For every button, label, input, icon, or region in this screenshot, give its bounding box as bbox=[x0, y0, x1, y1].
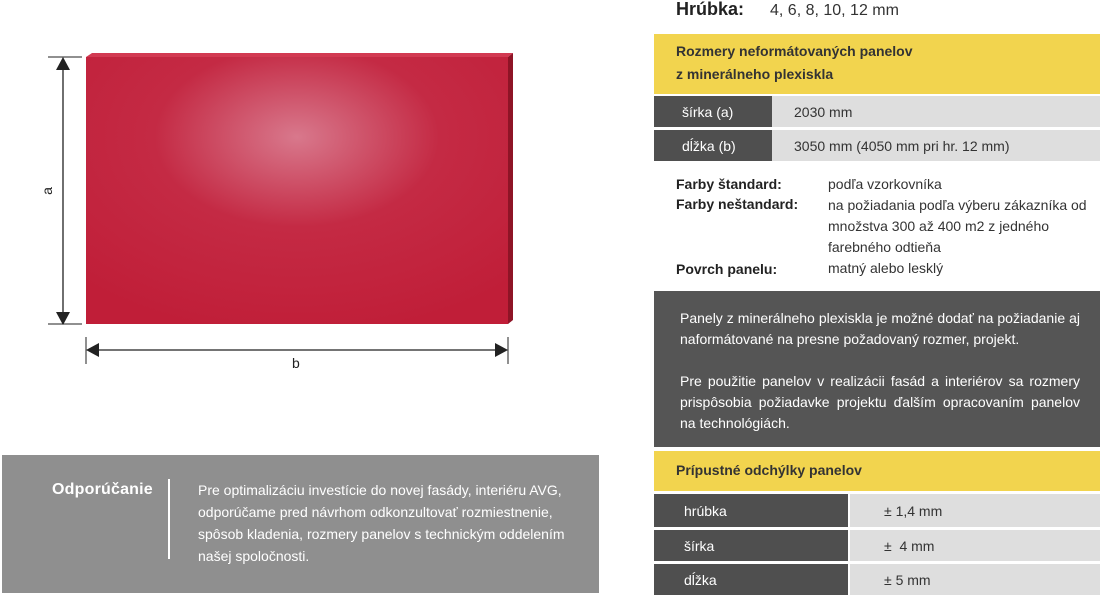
info-paragraph-2: Pre použitie panelov v realizácii fasád a interiérov sa rozmery prispôsobia požiadavke projektu ďalším opracovaním panelov na technológiách. bbox=[680, 373, 1080, 431]
tolerance-key-thickness: hrúbka bbox=[654, 494, 848, 527]
dimension-row-width bbox=[654, 96, 1100, 127]
dimension-a-label: a bbox=[38, 187, 55, 195]
surface-label: Povrch panelu: bbox=[676, 261, 778, 277]
tolerance-value-width: ± 4 mm bbox=[850, 530, 1100, 561]
tolerance-key-length: dĺžka bbox=[654, 564, 848, 595]
dimension-key-length: dĺžka (b) bbox=[654, 130, 798, 161]
dimension-b-label: b bbox=[292, 355, 300, 371]
tolerance-value-thickness: ± 1,4 mm bbox=[850, 494, 1100, 527]
dimension-value-length: 3050 mm (4050 mm pri hr. 12 mm) bbox=[772, 130, 1100, 161]
tolerances-heading-text: Prípustné odchýlky panelov bbox=[676, 462, 862, 478]
recommendation-box bbox=[2, 455, 599, 593]
panel-top-edge bbox=[86, 53, 513, 57]
panel-face bbox=[86, 57, 508, 324]
panel-side-edge bbox=[508, 53, 513, 324]
info-paragraph-1: Panely z minerálneho plexiskla je možné dodať na požiadanie aj naformátované na presne požadovaný rozmer, projekt. bbox=[680, 310, 1080, 347]
tolerance-row-thickness bbox=[654, 494, 1100, 527]
colors-nonstandard-label: Farby neštandard: bbox=[676, 196, 799, 212]
thickness-value: 4, 6, 8, 10, 12 mm bbox=[770, 2, 899, 19]
dimension-row-length bbox=[654, 130, 1100, 161]
dimensions-heading-line2: z minerálneho plexiskla bbox=[676, 66, 834, 82]
tolerance-value-length: ± 5 mm bbox=[850, 564, 1100, 595]
dimension-value-width: 2030 mm bbox=[772, 96, 1100, 127]
tolerances-heading bbox=[654, 451, 1100, 491]
tolerance-key-width: šírka bbox=[654, 530, 848, 561]
recommendation-divider bbox=[168, 479, 170, 559]
dimensions-heading bbox=[654, 34, 1100, 94]
tolerance-row-length bbox=[654, 564, 1100, 595]
tolerance-row-width bbox=[654, 530, 1100, 561]
recommendation-text: Pre optimalizáciu investície do novej fasády, interiéru AVG, odporúčame pred návrhom odkonzultovať rozmiestnenie, spôsob kladenia, rozmery panelov s technickým oddelením našej spoločnosti. bbox=[198, 482, 565, 564]
surface-value: matný alebo lesklý bbox=[828, 260, 944, 276]
info-box bbox=[654, 291, 1100, 447]
panel-diagram bbox=[0, 0, 620, 440]
recommendation-title: Odporúčanie bbox=[52, 481, 153, 498]
dimensions-heading-line1: Rozmery neformátovaných panelov bbox=[676, 43, 913, 59]
thickness-label: Hrúbka: bbox=[676, 0, 745, 19]
colors-standard-label: Farby štandard: bbox=[676, 176, 782, 192]
colors-standard-value: podľa vzorkovníka bbox=[828, 176, 942, 192]
colors-nonstandard-value: na požiadania podľa výberu zákazníka od množstva 300 až 400 m2 z jedného farebného odtieňa bbox=[828, 197, 1087, 255]
dimension-key-width: šírka (a) bbox=[654, 96, 798, 127]
panel-drawing bbox=[0, 0, 620, 440]
